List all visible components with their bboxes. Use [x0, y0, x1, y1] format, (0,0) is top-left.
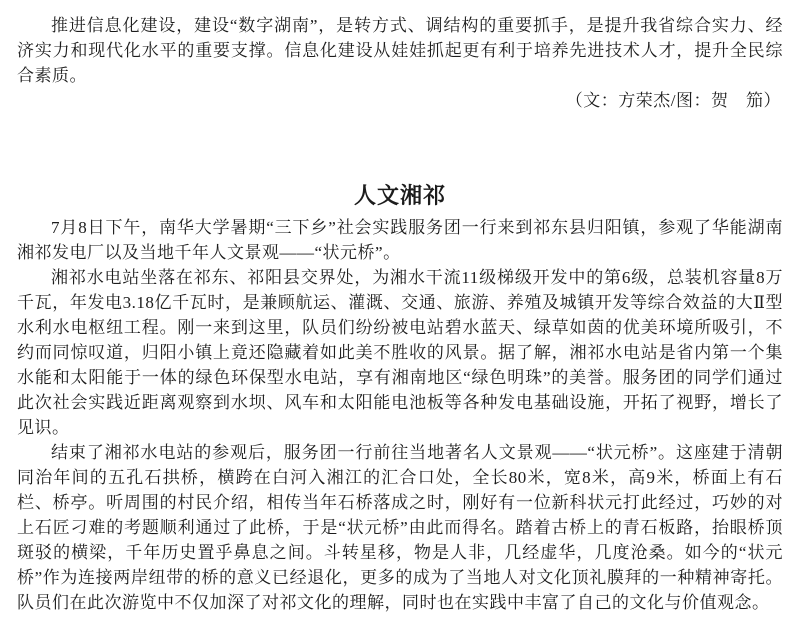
article-paragraph-1: 7月8日下午，南华大学暑期“三下乡”社会实践服务团一行来到祁东县归阳镇，参观了华能湖南湘祁发电厂以及当地千年人文景观——“状元桥”。 [17, 218, 783, 262]
article-paragraph-2: 湘祁水电站坐落在祁东、祁阳县交界处，为湘水干流11级梯级开发中的第6级，总装机容量8万千瓦，年发电3.18亿千瓦时，是兼顾航运、灌溉、交通、旅游、养殖及城镇开发等综合效益的大Ⅱ型水利水电枢纽工程。刚一来到这里，队员们纷纷被电站碧水蓝天、绿草如茵的优美环境所吸引，不约而同惊叹道，归阳小镇上竟还隐藏着如此美不胜收的风景。据了解，湘祁水电站是省内第一个集水能和太阳能于一体的绿色环保型水电站，享有湘南地区“绿色明珠”的美誉。服务团的同学们通过此次社会实践近距离观察到水坝、风车和太阳能电池板等各种发电基础设施，开拓了视野，增长了见识。 [17, 268, 783, 437]
article-title: 人文湘祁 [353, 183, 446, 208]
blank-space [17, 113, 783, 181]
byline: （文：方荣杰/图：贺 笳） [565, 91, 781, 110]
intro-paragraph: 推进信息化建设，建设“数字湖南”，是转方式、调结构的重要抓手，是提升我省综合实力、经济实力和现代化水平的重要支撑。信息化建设从娃娃抓起更有利于培养先进技术人才，提升全民综合素质。 [17, 16, 783, 85]
article-paragraph-3: 结束了湘祁水电站的参观后，服务团一行前往当地著名人文景观——“状元桥”。这座建于清朝同治年间的五孔石拱桥，横跨在白河入湘江的汇合口处，全长80米，宽8米，高9米，桥面上有石栏、桥亭。听周围的村民介绍，相传当年石桥落成之时，刚好有一位新科状元打此经过，巧妙的对上石匠刁难的考题顺利通过了此桥，于是“状元桥”由此而得名。踏着古桥上的青石板路，抬眼桥顶斑驳的横梁，千年历史置乎鼻息之间。斗转星移，物是人非，几经虚华，几度沧桑。如今的“状元桥”作为连接两岸纽带的桥的意义已经退化，更多的成为了当地人对文化顶礼膜拜的一种精神寄托。队员们在此次游览中不仅加深了对祁文化的理解，同时也在实践中丰富了自己的文化与价值观念。 [17, 443, 783, 612]
